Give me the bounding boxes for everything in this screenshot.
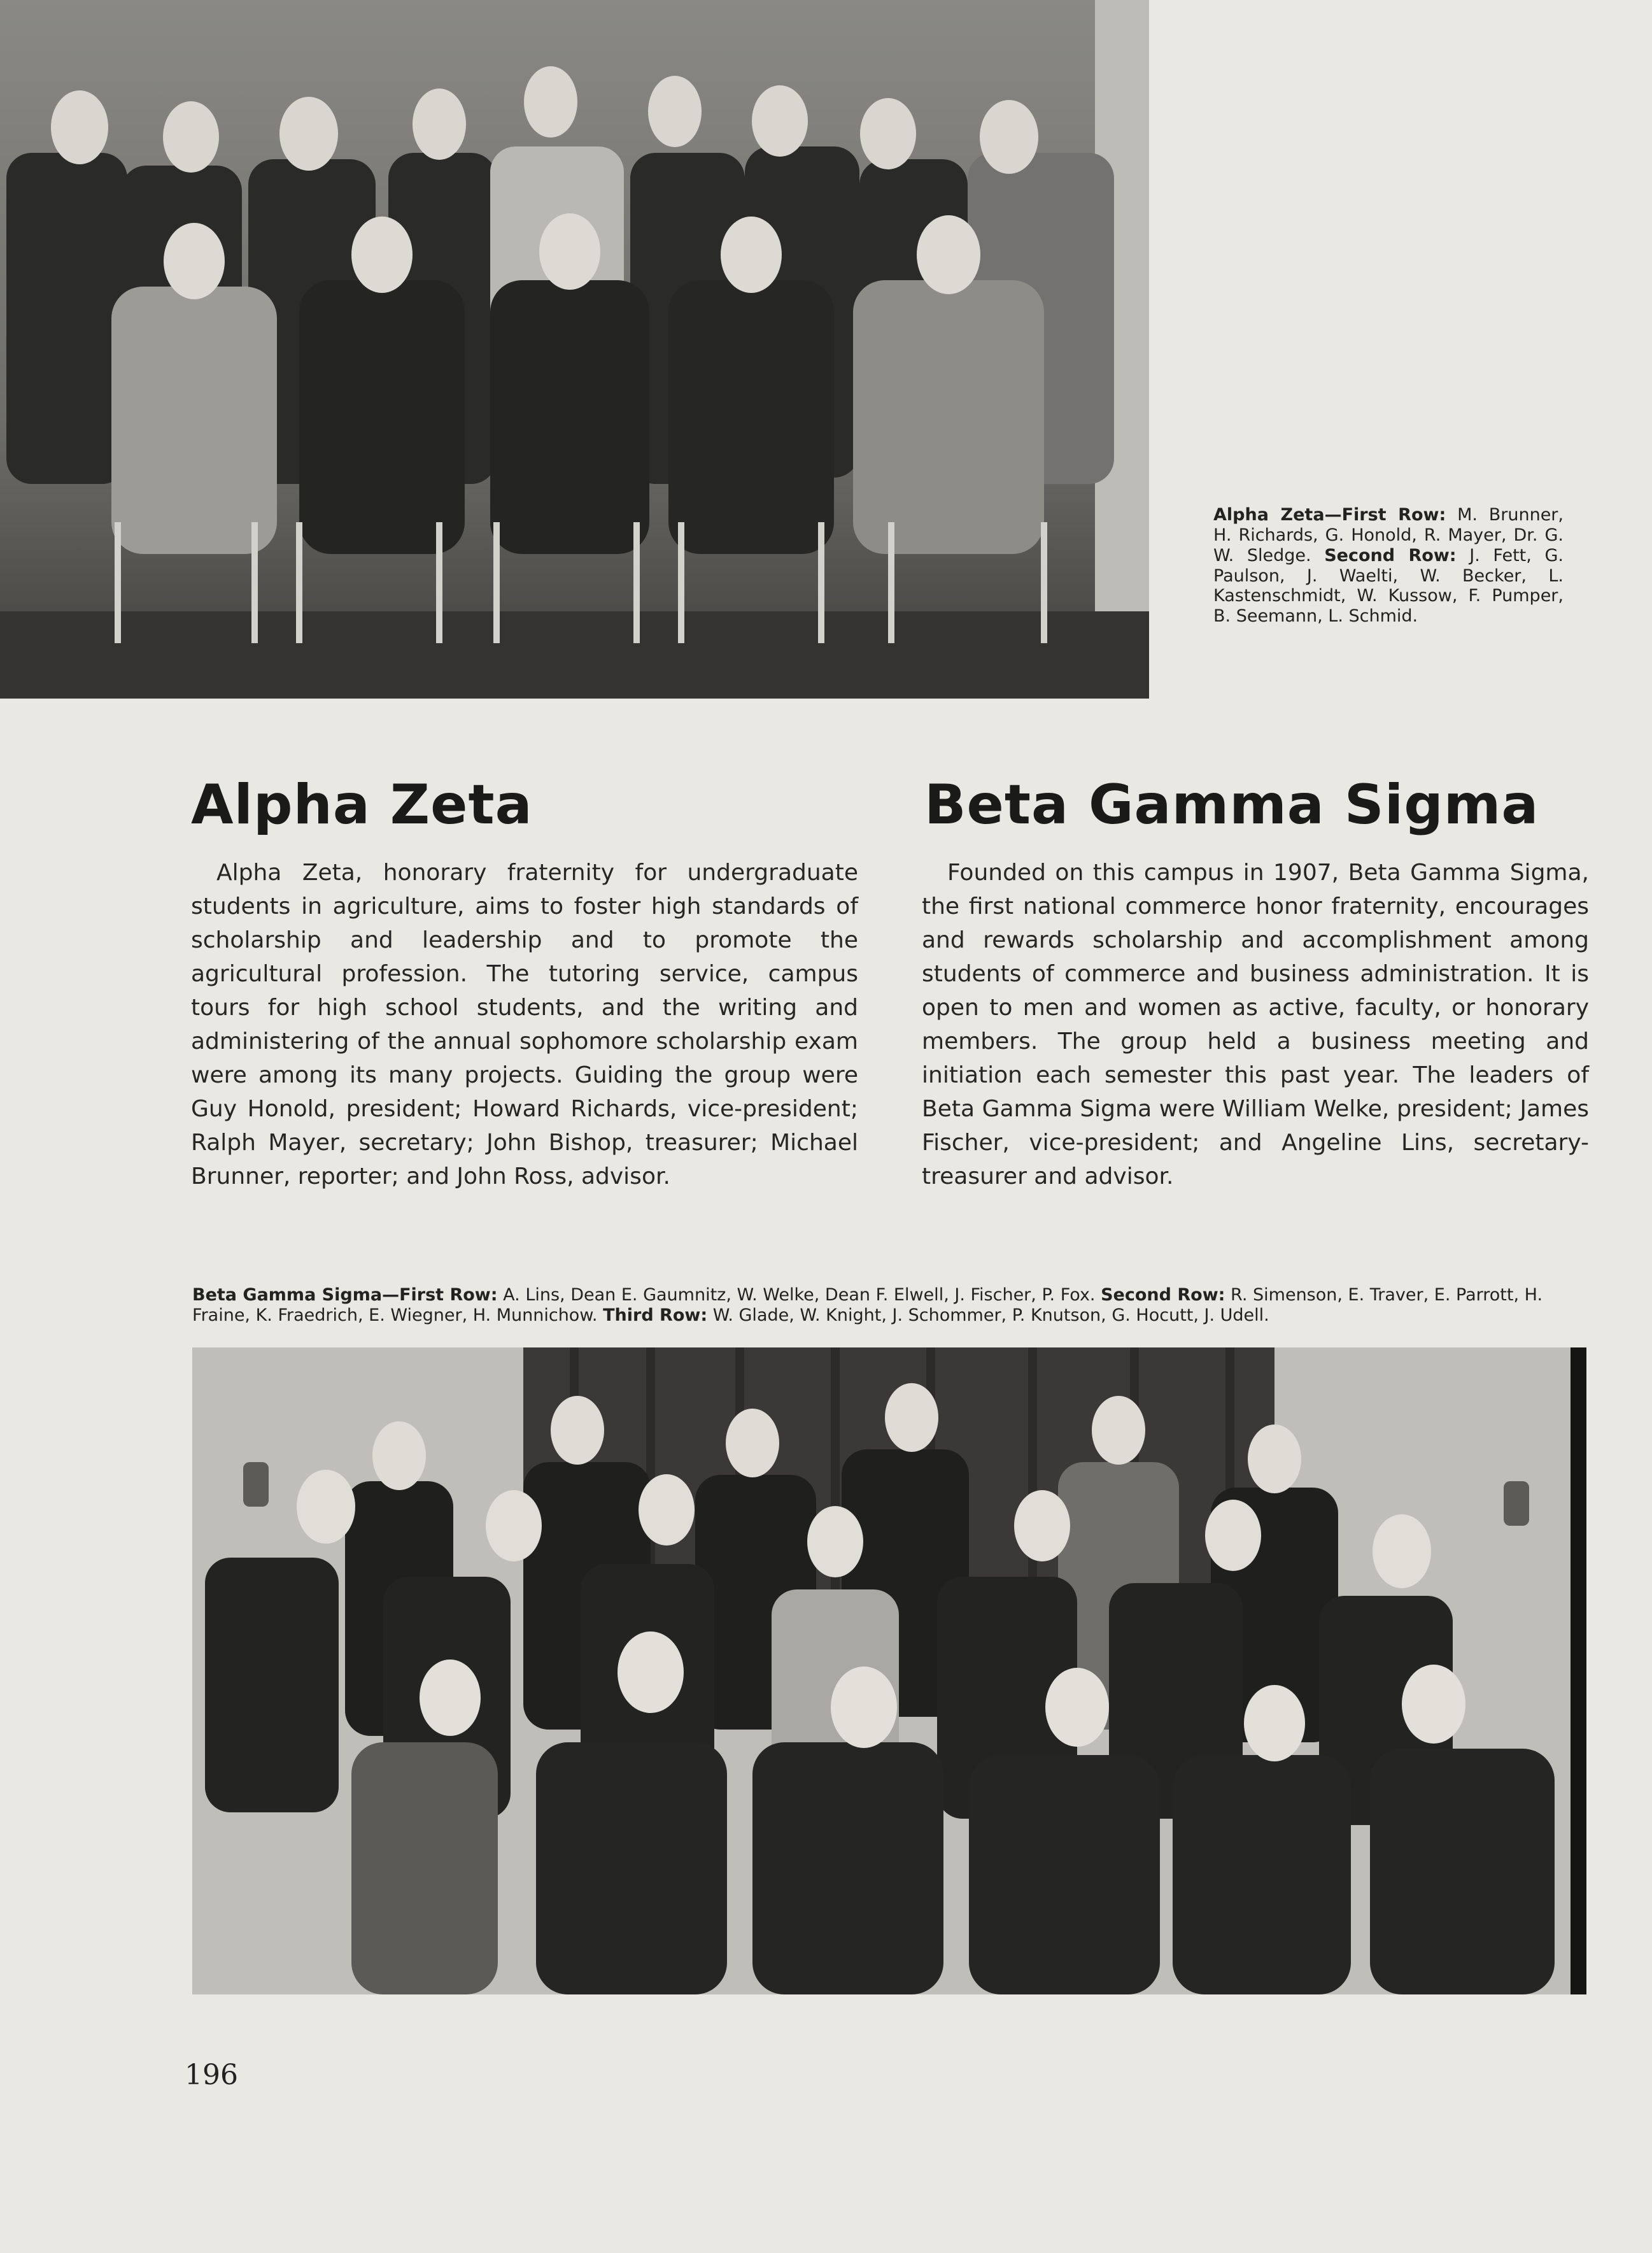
- caption-second-row-names: R. Simenson, E. Traver, E. Parrott, H. Fraine, K. Fraedrich, E. Wiegner, H. Munnichow.: [192, 1285, 1543, 1325]
- alpha-zeta-body-text: Alpha Zeta, honorary fraternity for undergraduate students in agriculture, aims to foster high standards of scholarship and leadership and to promote the agricultural profession. The tutoring service, campus tours for high school students, and the writing and administering of the annual sophomore scholarship exam were among its many projects. Guiding the group were Guy Honold, president; Howard Richards, vice-president; Ralph Mayer, secretary; John Bishop, treasurer; Michael Brunner, reporter; and John Ross, advisor.: [191, 860, 858, 1190]
- caption-third-row-names: W. Glade, W. Knight, J. Schommer, P. Knutson, G. Hocutt, J. Udell.: [712, 1305, 1269, 1325]
- caption-first-row-label: First Row:: [1341, 505, 1446, 525]
- caption-second-row-label: Second Row:: [1101, 1285, 1225, 1305]
- beta-gamma-sigma-photo-image: [192, 1347, 1586, 1994]
- caption-first-row-names: M. Brunner, H. Richards, G. Honold, R. Mayer, Dr. G. W. Sledge.: [1213, 505, 1564, 565]
- caption-first-row-names: A. Lins, Dean E. Gaumnitz, W. Welke, Dean F. Elwell, J. Fischer, P. Fox.: [503, 1285, 1096, 1305]
- alpha-zeta-heading: Alpha Zeta: [191, 773, 533, 837]
- caption-dash: —: [1324, 505, 1342, 525]
- beta-gamma-sigma-photo-caption: [192, 1285, 1586, 1326]
- caption-second-row-names: J. Fett, G. Paulson, J. Waelti, W. Becker, L. Kastenschmidt, W. Kussow, F. Pumper, B. Seemann, L. Schmid.: [1213, 545, 1564, 627]
- alpha-zeta-photo-image: [0, 0, 1149, 699]
- caption-dash: —: [382, 1285, 400, 1305]
- caption-third-row-label: Third Row:: [603, 1305, 708, 1325]
- alpha-zeta-group-photo: [0, 0, 1149, 699]
- beta-gamma-sigma-group-photo: [192, 1347, 1586, 1994]
- caption-org-name: Alpha Zeta: [1213, 505, 1325, 525]
- caption-first-row-label: First Row:: [399, 1285, 498, 1305]
- caption-org-name: Beta Gamma Sigma: [192, 1285, 383, 1305]
- beta-gamma-sigma-heading: Beta Gamma Sigma: [924, 773, 1539, 837]
- page-number: 196: [185, 2059, 238, 2091]
- alpha-zeta-photo-caption: [1213, 505, 1564, 627]
- beta-gamma-sigma-body-text: Founded on this campus in 1907, Beta Gamma Sigma, the first national commerce honor fraternity, encourages and rewards scholarship and accomplishment among students of commerce and business administration. It is open to men and women as active, faculty, or honorary members. The group held a business meeting and initiation each semester this past year. The leaders of Beta Gamma Sigma were William Welke, president; James Fischer, vice-president; and Angeline Lins, secretary-treasurer and advisor.: [922, 860, 1589, 1190]
- caption-second-row-label: Second Row:: [1324, 545, 1457, 565]
